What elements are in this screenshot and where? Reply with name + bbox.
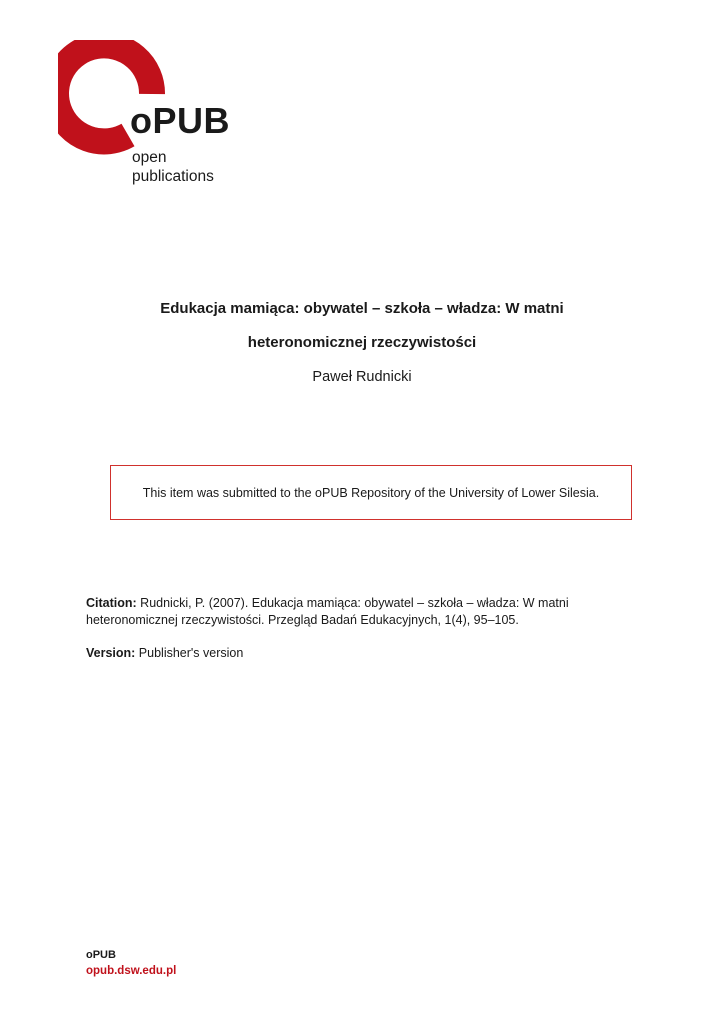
- version-text: Publisher's version: [135, 646, 244, 660]
- document-author: Paweł Rudnicki: [312, 369, 412, 385]
- version-block: [86, 645, 243, 662]
- citation-block: [86, 595, 646, 629]
- logo-subtitle: [132, 148, 214, 186]
- logo-subtitle-line2: publications: [132, 168, 214, 185]
- citation-label: Citation:: [86, 596, 137, 610]
- version-label: Version:: [86, 646, 136, 660]
- document-title-line1: Edukacja mamiąca: obywatel – szkoła – władza: W matni: [160, 300, 564, 317]
- document-title-line2: heteronomicznej rzeczywistości: [247, 334, 477, 351]
- repository-notice-text: This item was submitted to the oPUB Repository of the University of Lower Silesia.: [142, 485, 600, 500]
- opub-logo: [58, 40, 258, 190]
- footer-url-link[interactable]: opub.dsw.edu.pl: [86, 965, 177, 977]
- logo-subtitle-line1: open: [132, 149, 167, 166]
- logo-wordmark: oPUB: [130, 100, 230, 141]
- citation-text: Rudnicki, P. (2007). Edukacja mamiąca: obywatel – szkoła – władza: W matni heteronomicznej rzeczywistości. Przegląd Badań Edukacyjnych, 1(4), 95–105.: [86, 596, 569, 627]
- footer-brand-name: oPUB: [86, 949, 116, 961]
- repository-notice-box: [110, 465, 632, 520]
